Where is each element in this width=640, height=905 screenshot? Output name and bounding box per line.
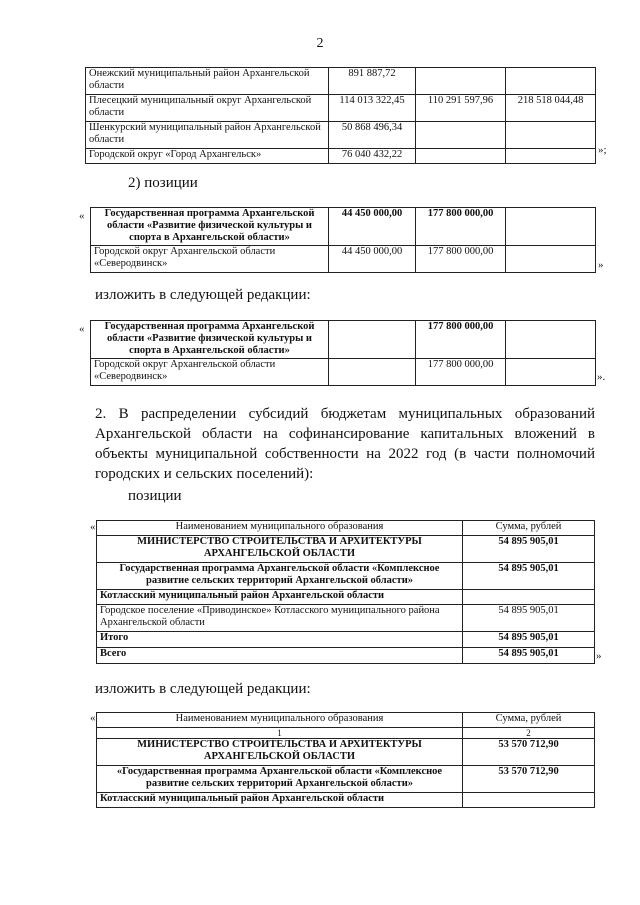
amount-cell: 54 895 905,01 xyxy=(463,605,595,632)
amount-cell: 44 450 000,00 xyxy=(329,246,416,273)
amount-cell: 177 800 000,00 xyxy=(416,208,506,246)
table-number-row xyxy=(97,728,595,739)
table-row xyxy=(97,648,595,664)
amount-cell: 218 518 044,48 xyxy=(506,95,596,122)
table-row xyxy=(97,739,595,766)
amount-cell: 177 800 000,00 xyxy=(416,246,506,273)
amount-cell: 110 291 597,96 xyxy=(416,95,506,122)
district-name: Котласский муниципальный район Архангельской области xyxy=(97,590,463,605)
table-row xyxy=(91,321,596,359)
municipality-name: Городское поселение «Приводинское» Котласского муниципального района Архангельской области xyxy=(97,605,463,632)
table-sport-program-new xyxy=(90,320,596,386)
ministry-name: МИНИСТЕРСТВО СТРОИТЕЛЬСТВА И АРХИТЕКТУРЫ АРХАНГЕЛЬСКОЙ ОБЛАСТИ xyxy=(97,536,463,563)
amount-cell: 54 895 905,01 xyxy=(463,563,595,590)
amount-cell xyxy=(416,149,506,164)
table-row xyxy=(86,122,596,149)
column-header: Сумма, рублей xyxy=(463,521,595,536)
amount-cell: 76 040 432,22 xyxy=(329,149,416,164)
program-name: Государственная программа Архангельской области «Развитие физической культуры и спорта в Архангельской области» xyxy=(91,208,329,246)
subtotal-label: Итого xyxy=(97,632,463,648)
municipality-name: Городской округ «Город Архангельск» xyxy=(86,149,329,164)
amount-cell xyxy=(506,246,596,273)
municipality-name: Шенкурский муниципальный район Архангельской области xyxy=(86,122,329,149)
paragraph-2: 2. В распределении субсидий бюджетам муниципальных образований Архангельской области на софинансирование капитальных вложений в объекты муниципальной собственности на 2022 год (в части полномочий городских и сельских поселений): xyxy=(95,406,595,482)
amount-cell xyxy=(506,68,596,95)
table-row xyxy=(91,359,596,386)
amount-cell: 50 868 496,34 xyxy=(329,122,416,149)
table-row xyxy=(97,766,595,793)
opening-quote: « xyxy=(90,521,96,533)
closing-quote: » xyxy=(598,259,604,271)
table-row xyxy=(86,149,596,164)
table-municipalities-continued xyxy=(85,67,596,164)
table-header-row xyxy=(97,521,595,536)
section-heading: изложить в следующей редакции: xyxy=(95,681,311,697)
amount-cell: 53 570 712,90 xyxy=(463,766,595,793)
table-sport-program-old xyxy=(90,207,596,273)
amount-cell xyxy=(416,122,506,149)
column-number: 1 xyxy=(97,728,463,739)
program-name: Государственная программа Архангельской области «Комплексное развитие сельских территорий Архангельской области» xyxy=(97,563,463,590)
table-row xyxy=(86,95,596,122)
column-header: Наименованием муниципального образования xyxy=(97,521,463,536)
closing-quote: » xyxy=(596,650,602,662)
closing-quote: ». xyxy=(597,371,606,383)
amount-cell xyxy=(506,208,596,246)
amount-cell xyxy=(506,122,596,149)
amount-cell xyxy=(463,590,595,605)
section-heading: изложить в следующей редакции: xyxy=(95,287,311,303)
table-header-row xyxy=(97,713,595,728)
table-row xyxy=(97,793,595,808)
section-heading: 2) позиции xyxy=(128,175,198,191)
table-row xyxy=(97,605,595,632)
amount-cell: 53 570 712,90 xyxy=(463,739,595,766)
opening-quote: « xyxy=(79,323,85,335)
amount-cell xyxy=(329,321,416,359)
opening-quote: « xyxy=(90,712,96,724)
amount-cell xyxy=(329,359,416,386)
table-row xyxy=(97,536,595,563)
municipality-name: Онежский муниципальный район Архангельской области xyxy=(86,68,329,95)
table-rural-program-new xyxy=(96,712,595,808)
municipality-name: Плесецкий муниципальный округ Архангельской области xyxy=(86,95,329,122)
amount-cell: 54 895 905,01 xyxy=(463,648,595,664)
amount-cell xyxy=(463,793,595,808)
opening-quote: « xyxy=(79,210,85,222)
program-name: Государственная программа Архангельской области «Развитие физической культуры и спорта в Архангельской области» xyxy=(91,321,329,359)
amount-cell: 114 013 322,45 xyxy=(329,95,416,122)
table-row xyxy=(86,68,596,95)
amount-cell xyxy=(506,321,596,359)
ministry-name: МИНИСТЕРСТВО СТРОИТЕЛЬСТВА И АРХИТЕКТУРЫ АРХАНГЕЛЬСКОЙ ОБЛАСТИ xyxy=(97,739,463,766)
closing-quote: »; xyxy=(598,144,607,156)
municipality-name: Городской округ Архангельской области «Северодвинск» xyxy=(91,359,329,386)
amount-cell: 891 887,72 xyxy=(329,68,416,95)
municipality-name: Городской округ Архангельской области «Северодвинск» xyxy=(91,246,329,273)
column-header: Сумма, рублей xyxy=(463,713,595,728)
amount-cell: 54 895 905,01 xyxy=(463,632,595,648)
table-row xyxy=(91,246,596,273)
total-label: Всего xyxy=(97,648,463,664)
section-heading: позиции xyxy=(128,488,182,504)
page-number: 2 xyxy=(316,36,324,51)
district-name: Котласский муниципальный район Архангельской области xyxy=(97,793,463,808)
amount-cell xyxy=(416,68,506,95)
amount-cell xyxy=(506,359,596,386)
amount-cell: 44 450 000,00 xyxy=(329,208,416,246)
amount-cell xyxy=(506,149,596,164)
amount-cell: 177 800 000,00 xyxy=(416,359,506,386)
table-rural-program-old xyxy=(96,520,595,664)
table-row xyxy=(97,563,595,590)
amount-cell: 177 800 000,00 xyxy=(416,321,506,359)
table-row xyxy=(97,590,595,605)
table-row xyxy=(97,632,595,648)
program-name: «Государственная программа Архангельской области «Комплексное развитие сельских территорий Архангельской области» xyxy=(97,766,463,793)
column-header: Наименованием муниципального образования xyxy=(97,713,463,728)
table-row xyxy=(91,208,596,246)
amount-cell: 54 895 905,01 xyxy=(463,536,595,563)
column-number: 2 xyxy=(463,728,595,739)
